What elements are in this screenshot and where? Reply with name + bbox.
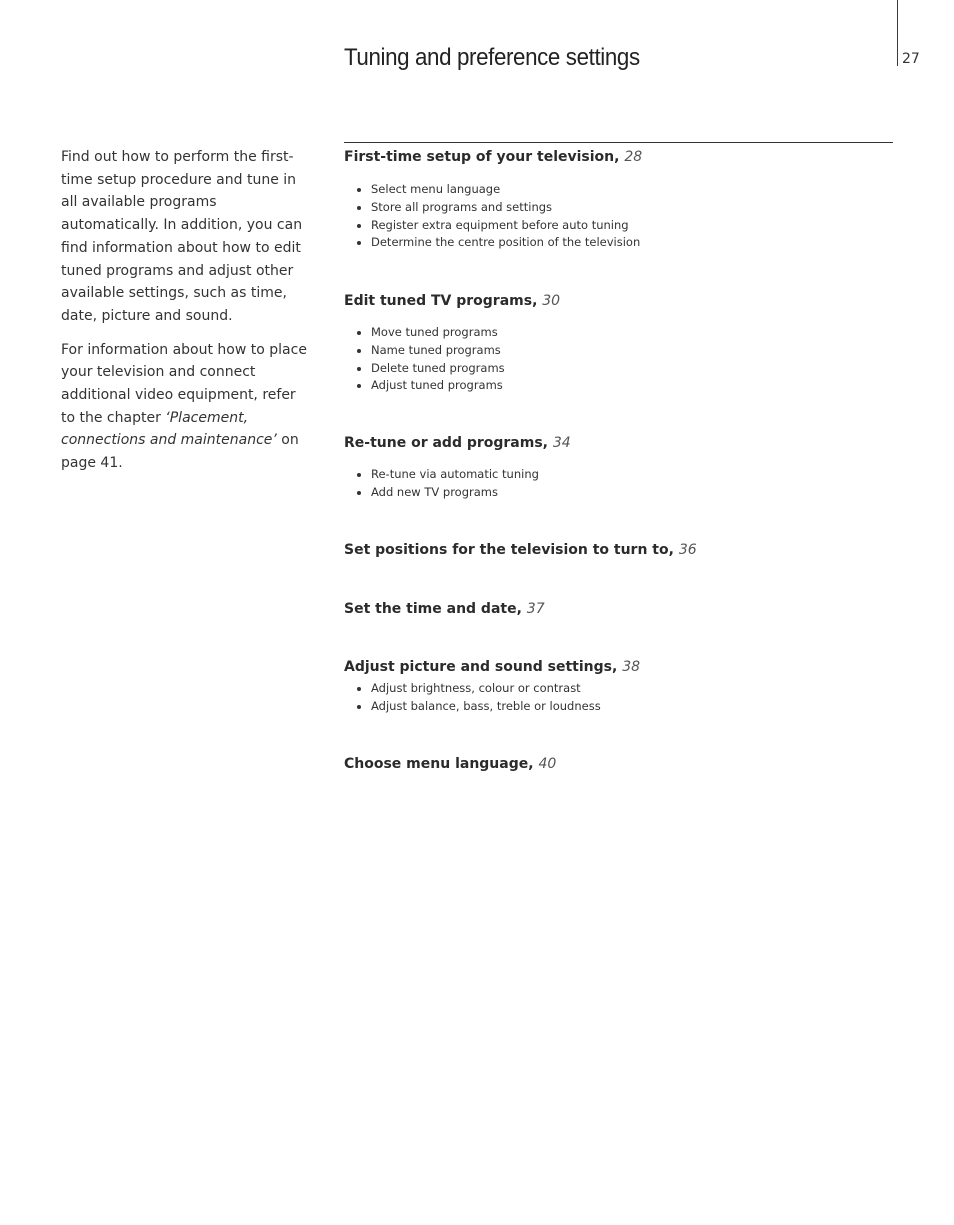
page-edge-rule — [897, 0, 898, 66]
toc-section-heading[interactable] — [344, 148, 893, 166]
list-item: Select menu language — [344, 181, 893, 199]
toc-section-heading[interactable] — [344, 292, 893, 310]
contents-divider — [344, 142, 893, 143]
toc-section-heading[interactable] — [344, 755, 893, 773]
toc-section-title: First-time setup of your television, — [344, 149, 620, 165]
intro-paragraph-2-page: on page 41. — [61, 432, 299, 472]
page-number: 27 — [902, 51, 920, 67]
toc-section-heading[interactable] — [344, 434, 893, 452]
toc-section-page: 30 — [542, 293, 561, 309]
toc-section-page: 28 — [624, 149, 643, 165]
toc-section-positions — [344, 541, 893, 559]
toc-section-title: Set the time and date, — [344, 601, 522, 617]
toc-section-first-time-setup — [344, 148, 893, 252]
list-item: Add new TV programs — [344, 484, 893, 502]
intro-paragraph-2 — [61, 339, 313, 475]
list-item: Adjust balance, bass, treble or loudness — [344, 698, 893, 716]
toc-section-title: Choose menu language, — [344, 756, 534, 772]
toc-section-page: 38 — [622, 659, 641, 675]
intro-paragraph-2-text: For information about how to place your television and connect additional video equipment, refer to the chapter — [61, 341, 307, 426]
toc-section-heading[interactable] — [344, 600, 893, 618]
toc-section-picture-sound — [344, 658, 893, 716]
toc-section-heading[interactable] — [344, 541, 893, 559]
toc-section-page: 34 — [552, 435, 571, 451]
list-item: Re-tune via automatic tuning — [344, 466, 893, 484]
toc-section-title: Adjust picture and sound settings, — [344, 659, 618, 675]
toc-bullet-list — [344, 466, 893, 502]
list-item: Determine the centre position of the television — [344, 234, 893, 252]
toc-section-title: Set positions for the television to turn to, — [344, 542, 674, 558]
toc-bullet-list — [344, 181, 893, 252]
list-item: Adjust tuned programs — [344, 377, 893, 395]
toc-section-page: 36 — [678, 542, 697, 558]
page-title: Tuning and preference settings — [344, 44, 640, 71]
list-item: Move tuned programs — [344, 324, 893, 342]
list-item: Store all programs and settings — [344, 199, 893, 217]
list-item: Register extra equipment before auto tuning — [344, 217, 893, 235]
toc-bullet-list — [344, 324, 893, 395]
list-item: Name tuned programs — [344, 342, 893, 360]
intro-paragraph-1: Find out how to perform the first-time setup procedure and tune in all available programs automatically. In addition, you can find information about how to edit tuned programs and adjust other available settings, such as time, date, picture and sound. — [61, 149, 303, 324]
list-item: Adjust brightness, colour or contrast — [344, 680, 893, 698]
toc-bullet-list — [344, 680, 893, 716]
toc-section-retune — [344, 434, 893, 502]
chapter-reference: ‘Placement, connections and maintenance’ — [61, 409, 277, 449]
toc-section-page: 37 — [526, 601, 545, 617]
toc-section-heading[interactable] — [344, 658, 893, 676]
toc-section-edit-programs — [344, 292, 893, 395]
toc-section-time-date — [344, 600, 893, 618]
toc-section-page: 40 — [538, 756, 557, 772]
list-item: Delete tuned programs — [344, 360, 893, 378]
toc-section-title: Re-tune or add programs, — [344, 435, 548, 451]
intro-text — [61, 146, 313, 486]
toc-section-title: Edit tuned TV programs, — [344, 293, 538, 309]
toc-section-menu-language — [344, 755, 893, 773]
